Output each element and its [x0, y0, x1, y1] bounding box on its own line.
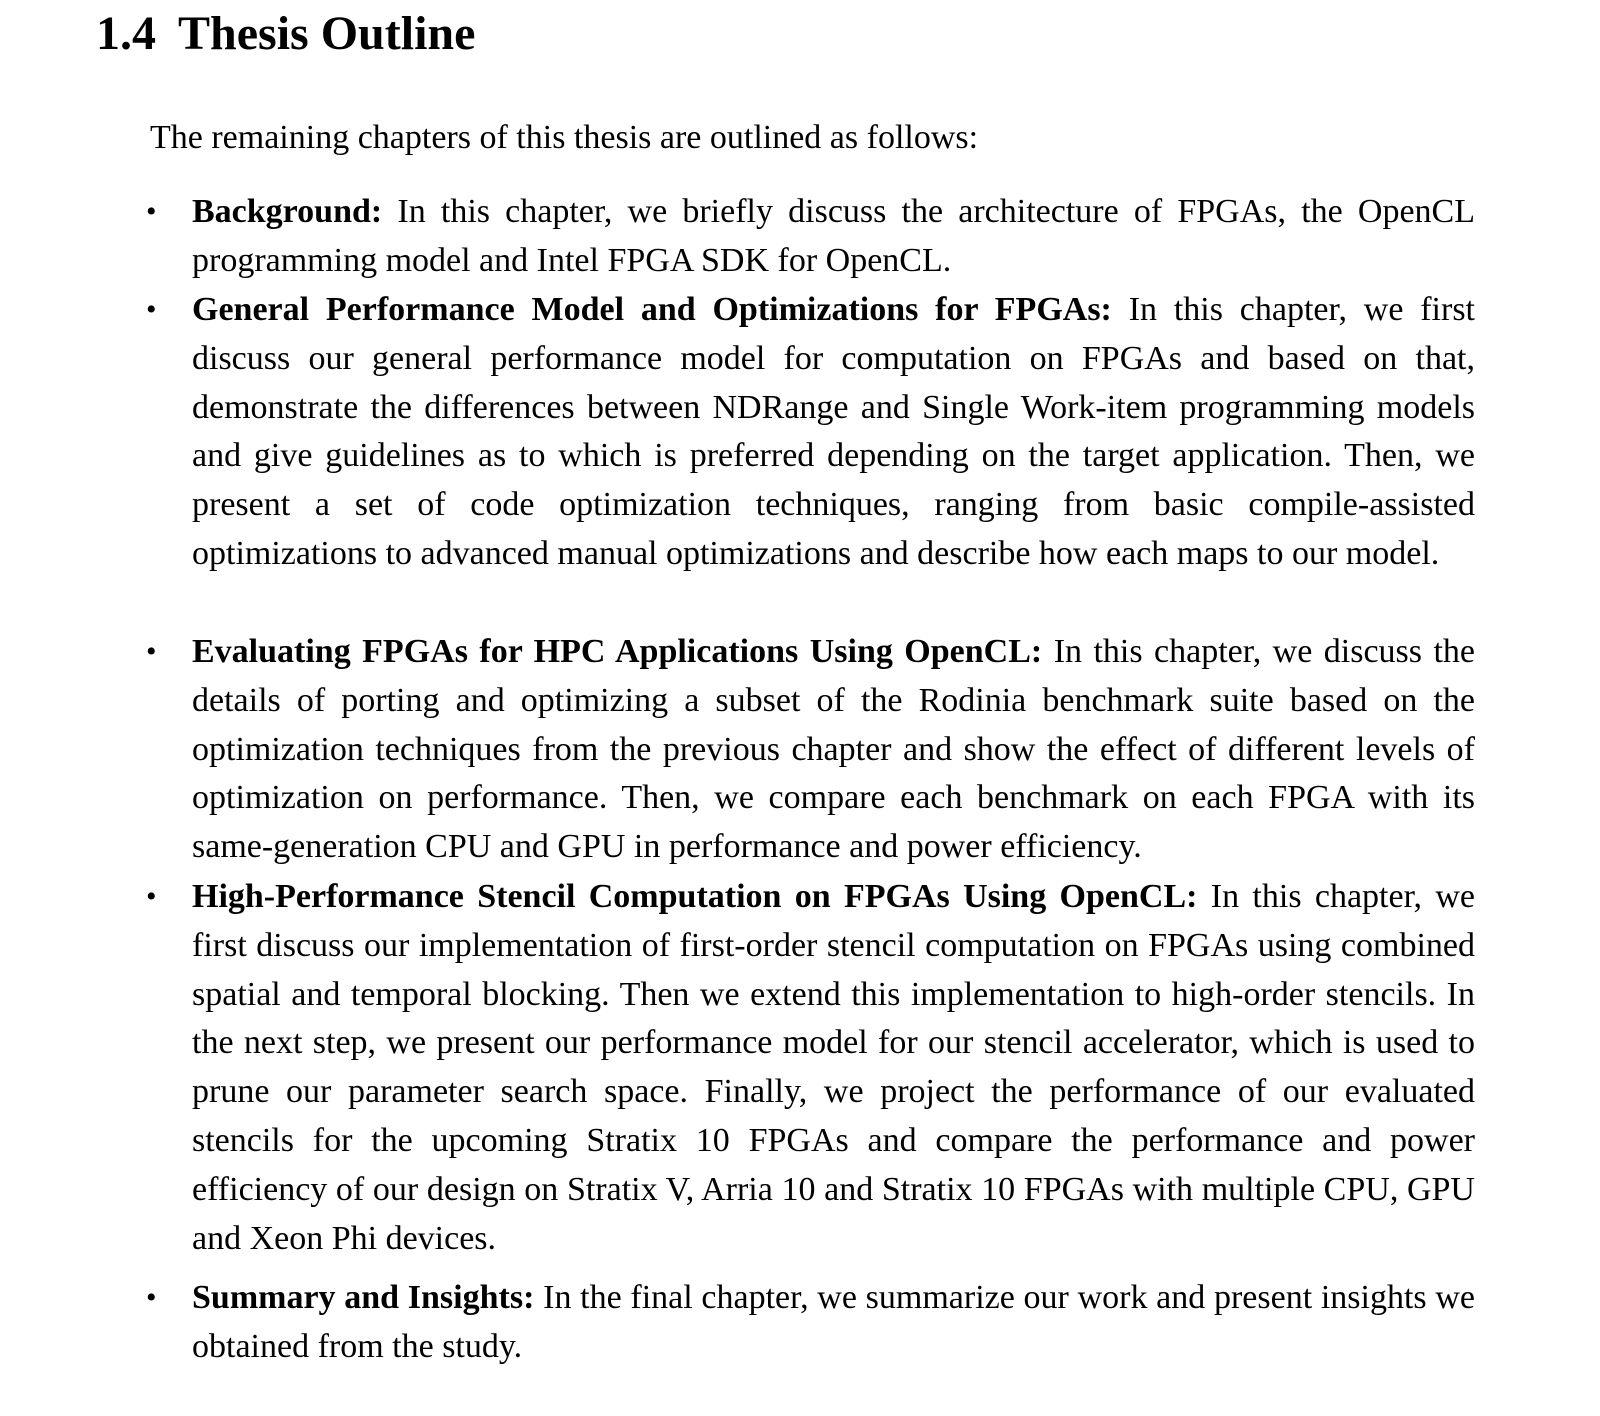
chapter-title: High-Performance Stencil Computation on FPGAs Using OpenCL:: [192, 878, 1198, 915]
chapter-description: In this chapter, we first discuss our general performance model for computation on FPGAs and based on that, demonstrate the differences between NDRange and Single Work-item programming models and give guidelines as to which is preferred depending on the target application. Then, we present a set of code optimization techniques, ranging from basic compile-assisted optimizations to advanced manual optimizations and describe how each maps to our model.: [192, 291, 1475, 572]
chapter-item-stencil-computation: [146, 873, 1476, 1263]
intro-paragraph: The remaining chapters of this thesis are outlined as follows:: [150, 119, 979, 156]
chapter-title: Summary and Insights:: [192, 1279, 535, 1316]
section-number: 1.4: [96, 7, 156, 60]
bullet-icon: •: [146, 293, 157, 326]
section-title: Thesis Outline: [178, 7, 476, 60]
bullet-icon: •: [146, 880, 157, 913]
chapter-item-evaluating-fpgas: [146, 628, 1475, 872]
chapter-title: Background:: [192, 193, 383, 230]
bullet-icon: •: [146, 635, 157, 668]
bullet-icon: •: [146, 1281, 157, 1314]
chapter-item-performance-model: [146, 286, 1475, 579]
chapter-description: In this chapter, we discuss the details of porting and optimizing a subset of the Rodinia benchmark suite based on the optimization techniques from the previous chapter and show the effect of different levels of optimization on performance. Then, we compare each benchmark on each FPGA with its same-generation CPU and GPU in performance and power efficiency.: [192, 633, 1475, 866]
chapter-title: Evaluating FPGAs for HPC Applications Using OpenCL:: [192, 633, 1043, 670]
section-heading: [96, 4, 475, 64]
chapter-item-background: [146, 188, 1475, 286]
chapter-description: In this chapter, we first discuss our implementation of first-order stencil computation on FPGAs using combined spatial and temporal blocking. Then we extend this implementation to high-order stencils. In the next step, we present our performance model for our stencil accelerator, which is used to prune our parameter search space. Finally, we project the performance of our evaluated stencils for the upcoming Stratix 10 FPGAs and compare the performance and power efficiency of our design on Stratix V, Arria 10 and Stratix 10 FPGAs with multiple CPU, GPU and Xeon Phi devices.: [192, 878, 1476, 1257]
bullet-icon: •: [146, 195, 157, 228]
chapter-description: In this chapter, we briefly discuss the architecture of FPGAs, the OpenCL programming model and Intel FPGA SDK for OpenCL.: [192, 193, 1475, 279]
chapter-title: General Performance Model and Optimizations for FPGAs:: [192, 291, 1112, 328]
chapter-item-summary: [146, 1274, 1476, 1372]
chapter-description: In the final chapter, we summarize our work and present insights we obtained from the study.: [192, 1279, 1476, 1365]
